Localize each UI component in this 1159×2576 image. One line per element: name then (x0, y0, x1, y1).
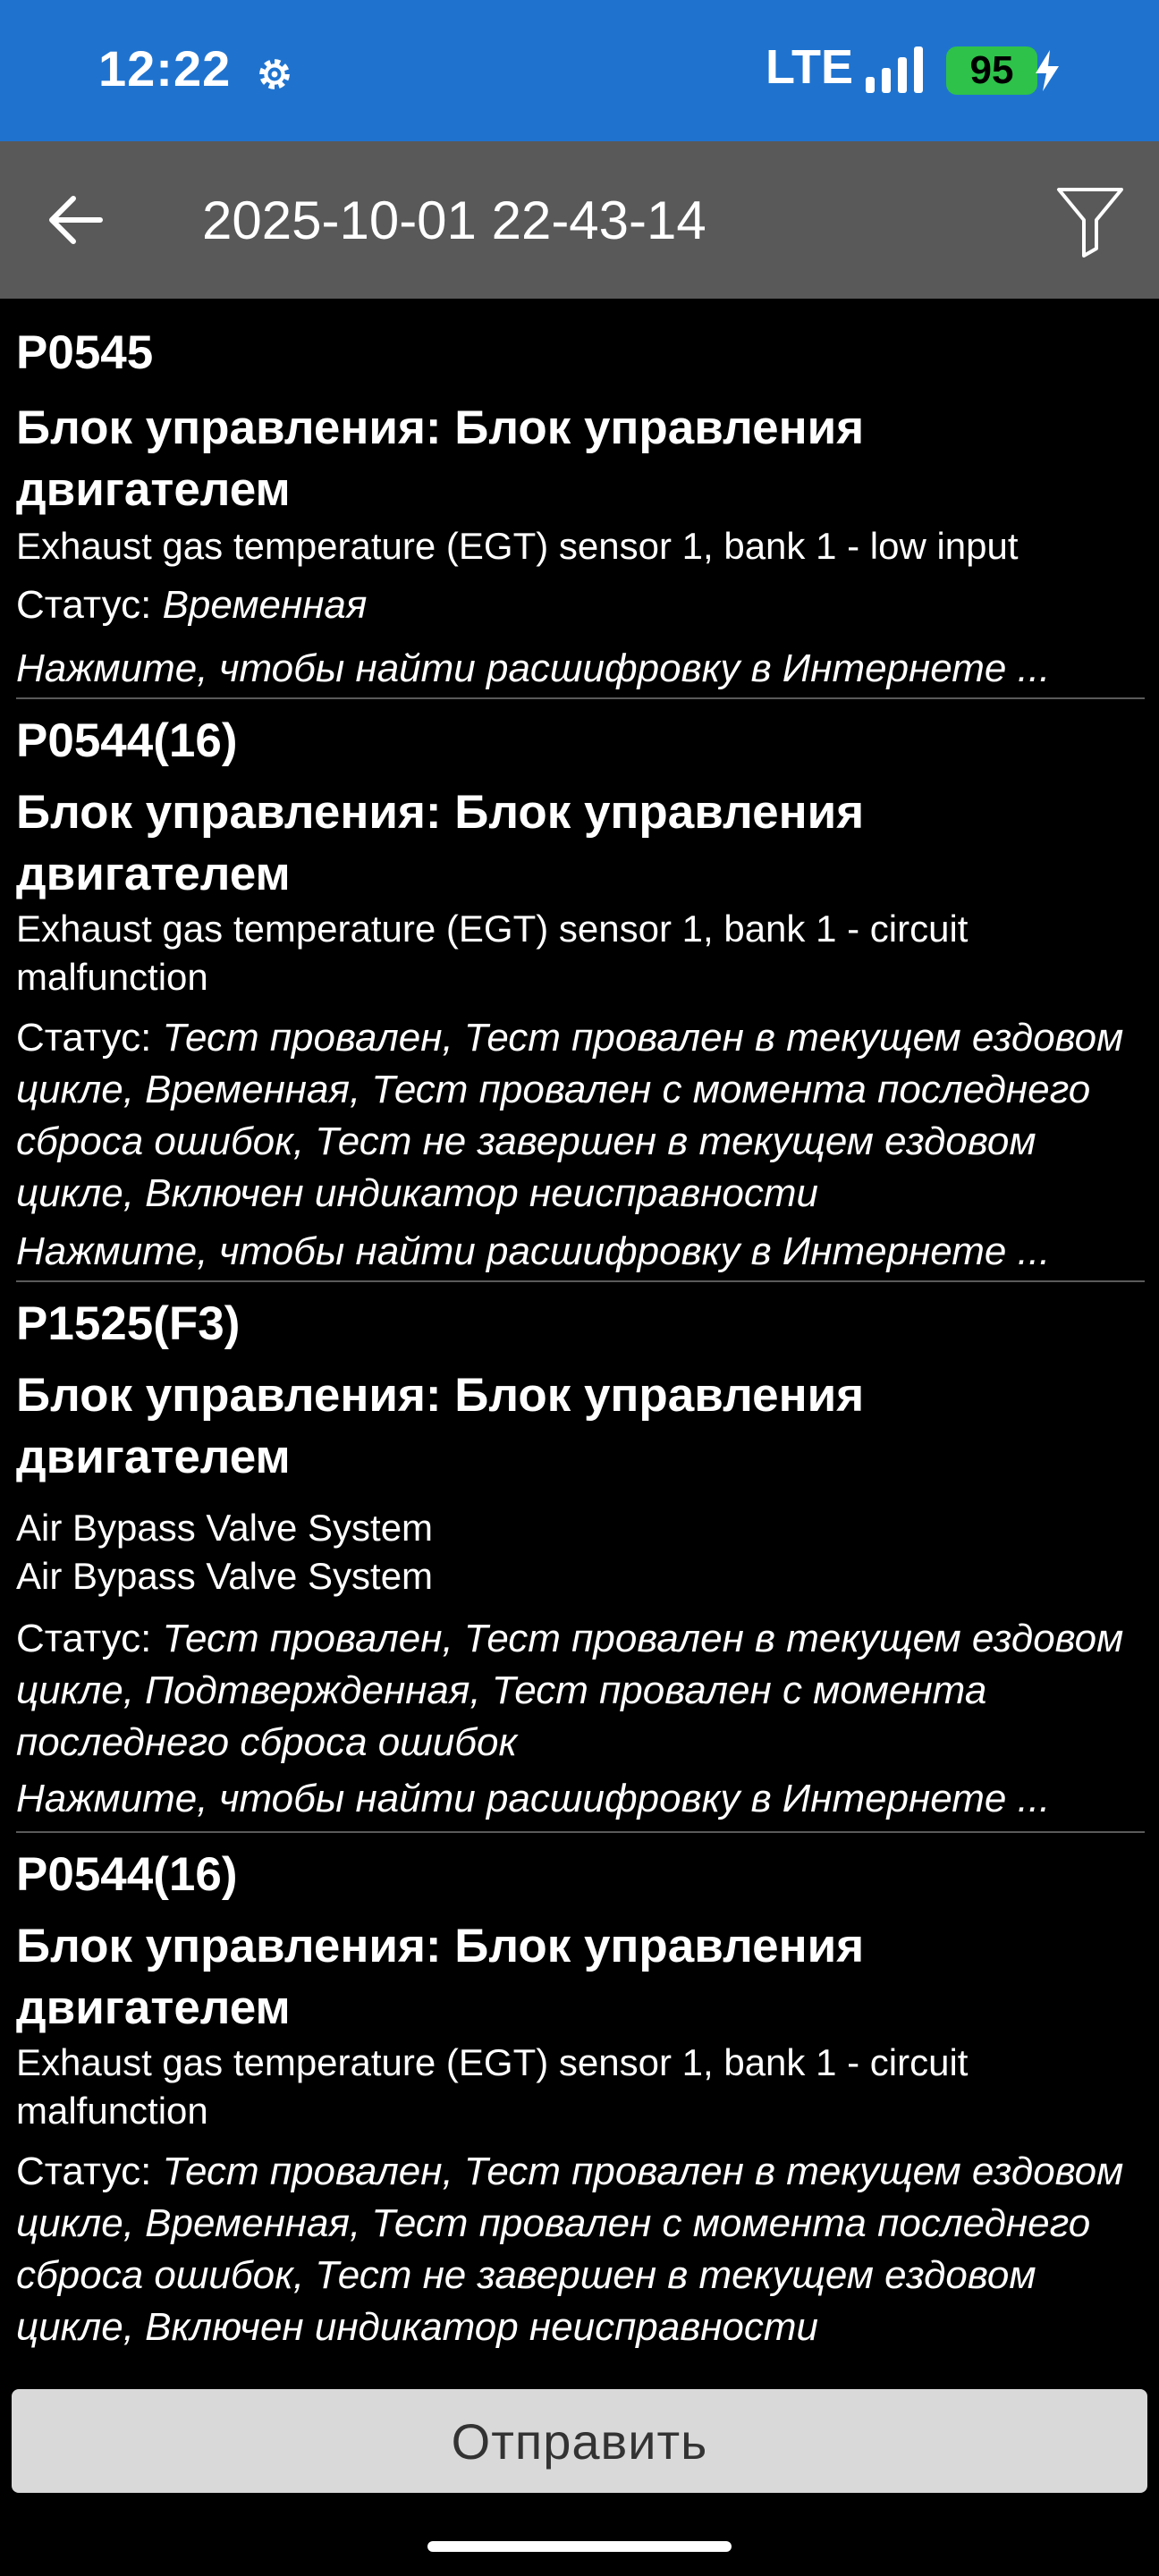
control-unit-name: Блок управления: Блок управления двигателем (16, 1369, 865, 1483)
status-bar (0, 0, 1159, 141)
gesture-nav-handle[interactable] (427, 2541, 732, 2552)
list-item[interactable] (16, 699, 1145, 1282)
control-unit-name: Блок управления: Блок управления двигателем (16, 786, 865, 900)
error-status: Статус: Тест провален, Тест провален в текущем ездовом цикле, Подтвержденная, Тест провален с момента последнего сброса ошибок (16, 1617, 1124, 1764)
error-description: Exhaust gas temperature (EGT) sensor 1, bank 1 - low input (16, 525, 1019, 567)
back-arrow-icon[interactable] (47, 193, 104, 247)
search-online-hint[interactable]: Нажмите, чтобы найти расшифровку в Интернете ... (16, 646, 1051, 690)
error-code: P0545 (16, 326, 154, 379)
charging-bolt-icon (1032, 48, 1062, 93)
send-button[interactable]: Отправить (12, 2389, 1147, 2493)
network-type: LTE (766, 40, 853, 94)
search-online-hint[interactable]: Нажмите, чтобы найти расшифровку в Интернете ... (16, 1229, 1051, 1273)
battery-icon (946, 46, 1037, 95)
list-item[interactable] (16, 1282, 1145, 1833)
search-online-hint[interactable]: Нажмите, чтобы найти расшифровку в Интернете ... (16, 1777, 1051, 1820)
list-item[interactable] (16, 1833, 1145, 2387)
page-title: 2025-10-01 22-43-14 (202, 190, 706, 250)
status-time: 12:22 (98, 40, 232, 97)
app-toolbar (0, 141, 1159, 299)
error-description: Air Bypass Valve System Air Bypass Valve System (16, 1507, 434, 1597)
error-status: Статус: Тест провален, Тест провален в текущем ездовом цикле, Временная, Тест провален с момента последнего сброса ошибок, Тест не завершен в текущем ездовом цикле, Включен индикатор неисправности (16, 2149, 1124, 2349)
error-code: P1525(F3) (16, 1297, 241, 1350)
signal-icon (864, 46, 926, 95)
battery-level: 95 (969, 48, 1014, 92)
error-status: Статус: Тест провален, Тест провален в текущем ездовом цикле, Временная, Тест провален с момента последнего сброса ошибок, Тест не завершен в текущем ездовом цикле, Включен индикатор неисправности (16, 1016, 1124, 1215)
control-unit-name: Блок управления: Блок управления двигателем (16, 1920, 865, 2034)
filter-icon[interactable] (1055, 184, 1125, 258)
error-description: Exhaust gas temperature (EGT) sensor 1, bank 1 - circuit malfunction (16, 2041, 969, 2132)
error-status: Статус: Временная (16, 583, 368, 627)
error-description: Exhaust gas temperature (EGT) sensor 1, bank 1 - circuit malfunction (16, 908, 969, 998)
error-code: P0544(16) (16, 1848, 238, 1901)
gear-icon (254, 54, 295, 95)
error-code: P0544(16) (16, 714, 238, 767)
control-unit-name: Блок управления: Блок управления двигателем (16, 401, 865, 516)
list-item[interactable] (16, 299, 1145, 699)
